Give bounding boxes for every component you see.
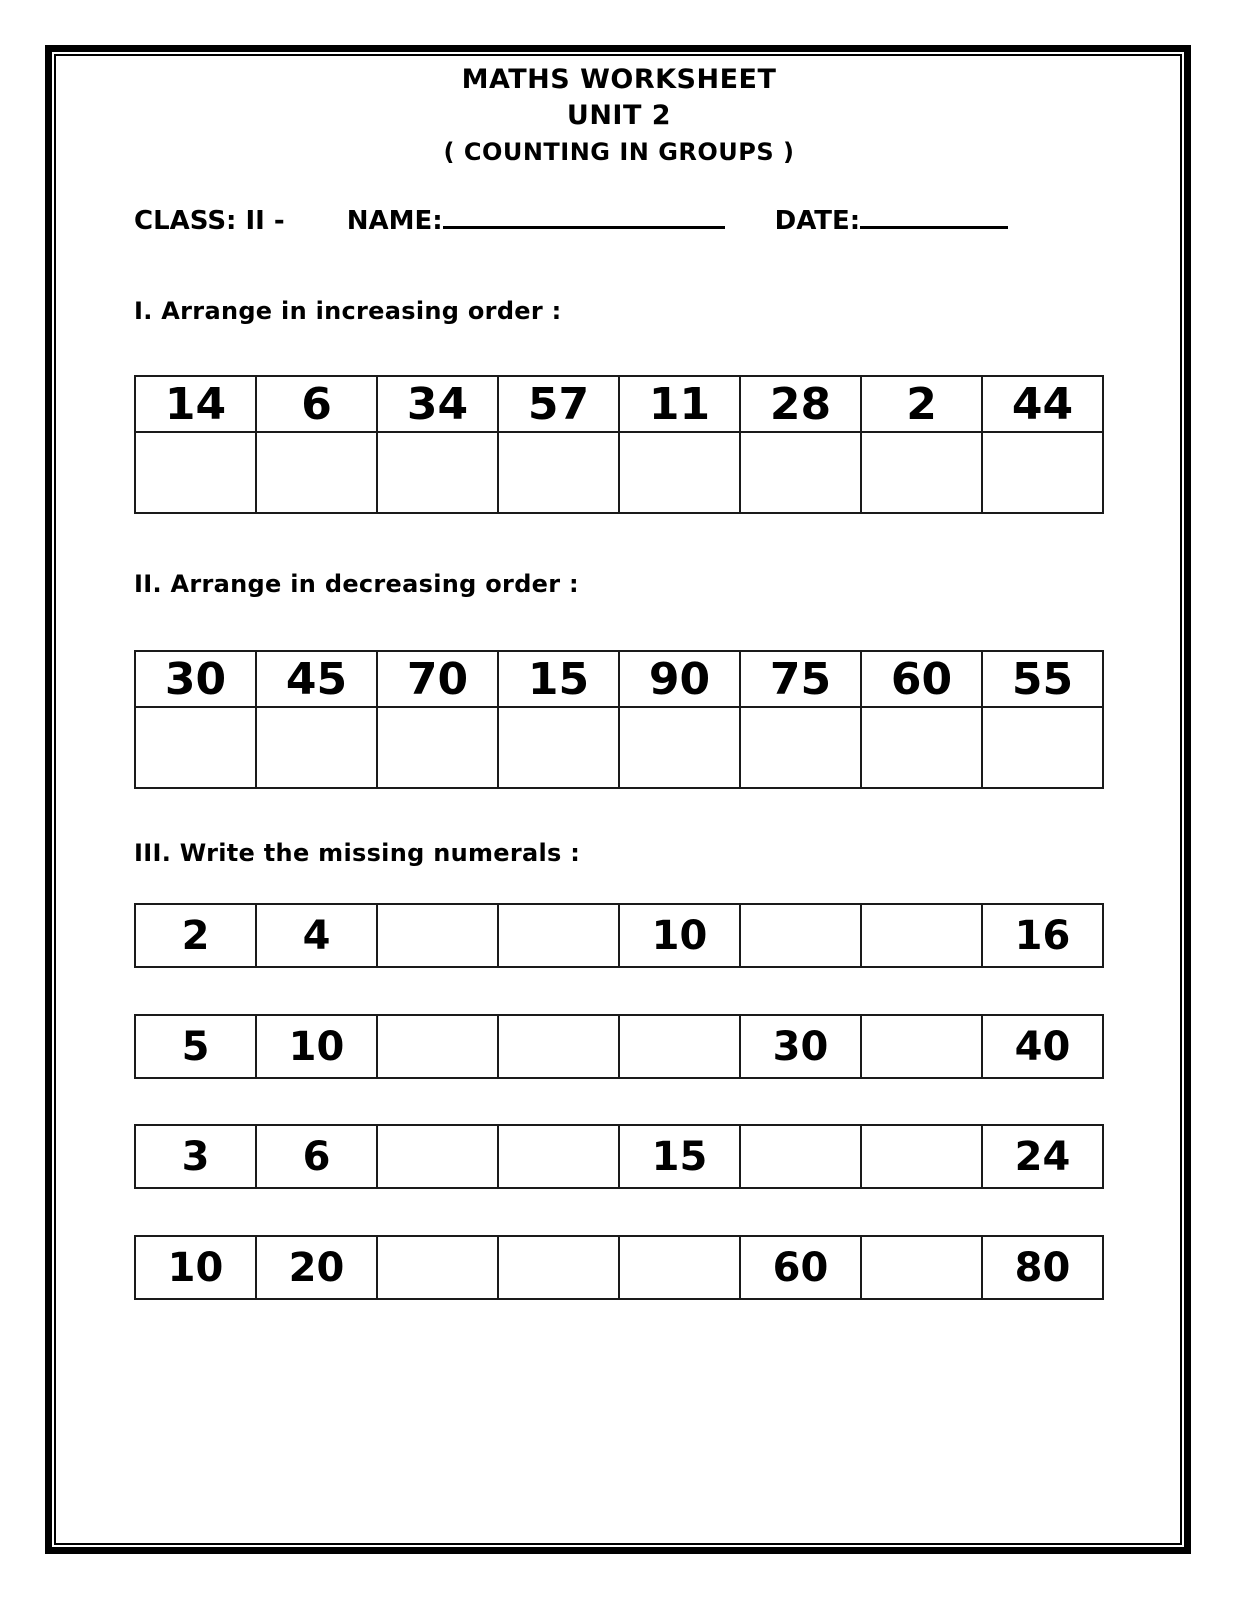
number-cell: 60 bbox=[861, 651, 982, 707]
name-label: NAME: bbox=[346, 206, 443, 237]
sequence-cell bbox=[498, 1236, 619, 1299]
sequence-cell bbox=[377, 904, 498, 967]
number-cell: 57 bbox=[498, 376, 619, 432]
increasing-order-table bbox=[134, 375, 1104, 514]
number-cell: 15 bbox=[498, 651, 619, 707]
sequence-cell bbox=[861, 1015, 982, 1078]
sequence-cell: 24 bbox=[982, 1125, 1103, 1188]
answer-cell bbox=[377, 432, 498, 513]
sequence-cell bbox=[498, 904, 619, 967]
sequence-cell: 80 bbox=[982, 1236, 1103, 1299]
unit-title: UNIT 2 bbox=[566, 100, 672, 131]
answer-row bbox=[135, 432, 1103, 513]
sequence-cell bbox=[377, 1125, 498, 1188]
missing-numerals-row-3 bbox=[134, 1124, 1104, 1189]
number-cell: 2 bbox=[861, 376, 982, 432]
answer-row bbox=[135, 707, 1103, 788]
student-info-line bbox=[134, 202, 1104, 239]
decreasing-order-table bbox=[134, 650, 1104, 789]
sequence-row bbox=[135, 1236, 1103, 1299]
missing-numerals-row-2 bbox=[134, 1014, 1104, 1079]
sequence-cell bbox=[861, 1125, 982, 1188]
date-fill-line bbox=[860, 202, 1008, 229]
number-cell: 14 bbox=[135, 376, 256, 432]
section-2-heading: II. Arrange in decreasing order : bbox=[134, 570, 579, 599]
worksheet-page bbox=[54, 54, 1182, 1545]
answer-cell bbox=[256, 707, 377, 788]
answer-cell bbox=[982, 707, 1103, 788]
date-field-group bbox=[775, 206, 1009, 236]
class-label: CLASS: II - bbox=[134, 206, 285, 237]
sequence-cell: 2 bbox=[135, 904, 256, 967]
answer-cell bbox=[498, 707, 619, 788]
sequence-cell bbox=[498, 1125, 619, 1188]
date-label: DATE: bbox=[774, 206, 861, 237]
sequence-cell bbox=[619, 1015, 740, 1078]
number-cell: 6 bbox=[256, 376, 377, 432]
answer-cell bbox=[498, 432, 619, 513]
answer-cell bbox=[619, 707, 740, 788]
sequence-cell bbox=[740, 904, 861, 967]
number-cell: 75 bbox=[740, 651, 861, 707]
page-border bbox=[45, 45, 1191, 1554]
missing-numerals-row-4 bbox=[134, 1235, 1104, 1300]
sequence-cell bbox=[498, 1015, 619, 1078]
number-cell: 55 bbox=[982, 651, 1103, 707]
number-cell: 34 bbox=[377, 376, 498, 432]
sequence-row bbox=[135, 1015, 1103, 1078]
sequence-cell bbox=[377, 1015, 498, 1078]
number-row bbox=[135, 376, 1103, 432]
sequence-cell: 6 bbox=[256, 1125, 377, 1188]
sequence-cell: 40 bbox=[982, 1015, 1103, 1078]
answer-cell bbox=[377, 707, 498, 788]
sequence-cell: 4 bbox=[256, 904, 377, 967]
sequence-row bbox=[135, 1125, 1103, 1188]
worksheet-title: MATHS WORKSHEET bbox=[461, 64, 777, 95]
number-cell: 30 bbox=[135, 651, 256, 707]
number-cell: 11 bbox=[619, 376, 740, 432]
answer-cell bbox=[619, 432, 740, 513]
number-cell: 90 bbox=[619, 651, 740, 707]
sequence-cell: 20 bbox=[256, 1236, 377, 1299]
name-field-group bbox=[347, 206, 725, 236]
sequence-cell bbox=[619, 1236, 740, 1299]
number-cell: 44 bbox=[982, 376, 1103, 432]
sequence-cell: 10 bbox=[256, 1015, 377, 1078]
sequence-cell bbox=[861, 1236, 982, 1299]
sequence-cell bbox=[861, 904, 982, 967]
answer-cell bbox=[135, 707, 256, 788]
sequence-cell bbox=[377, 1236, 498, 1299]
worksheet-subtitle: ( COUNTING IN GROUPS ) bbox=[443, 138, 795, 166]
answer-cell bbox=[256, 432, 377, 513]
sequence-cell: 60 bbox=[740, 1236, 861, 1299]
title-block bbox=[134, 62, 1104, 170]
sequence-cell bbox=[740, 1125, 861, 1188]
section-1-heading: I. Arrange in increasing order : bbox=[134, 297, 562, 326]
answer-cell bbox=[861, 707, 982, 788]
name-fill-line bbox=[443, 202, 725, 229]
sequence-row bbox=[135, 904, 1103, 967]
missing-numerals-row-1 bbox=[134, 903, 1104, 968]
answer-cell bbox=[740, 432, 861, 513]
sequence-cell: 10 bbox=[135, 1236, 256, 1299]
sequence-cell: 3 bbox=[135, 1125, 256, 1188]
number-cell: 28 bbox=[740, 376, 861, 432]
number-cell: 70 bbox=[377, 651, 498, 707]
number-row bbox=[135, 651, 1103, 707]
section-3-heading: III. Write the missing numerals : bbox=[134, 839, 581, 868]
sequence-cell: 16 bbox=[982, 904, 1103, 967]
answer-cell bbox=[861, 432, 982, 513]
sequence-cell: 30 bbox=[740, 1015, 861, 1078]
answer-cell bbox=[135, 432, 256, 513]
sequence-cell: 5 bbox=[135, 1015, 256, 1078]
sequence-cell: 10 bbox=[619, 904, 740, 967]
answer-cell bbox=[740, 707, 861, 788]
answer-cell bbox=[982, 432, 1103, 513]
sequence-cell: 15 bbox=[619, 1125, 740, 1188]
number-cell: 45 bbox=[256, 651, 377, 707]
